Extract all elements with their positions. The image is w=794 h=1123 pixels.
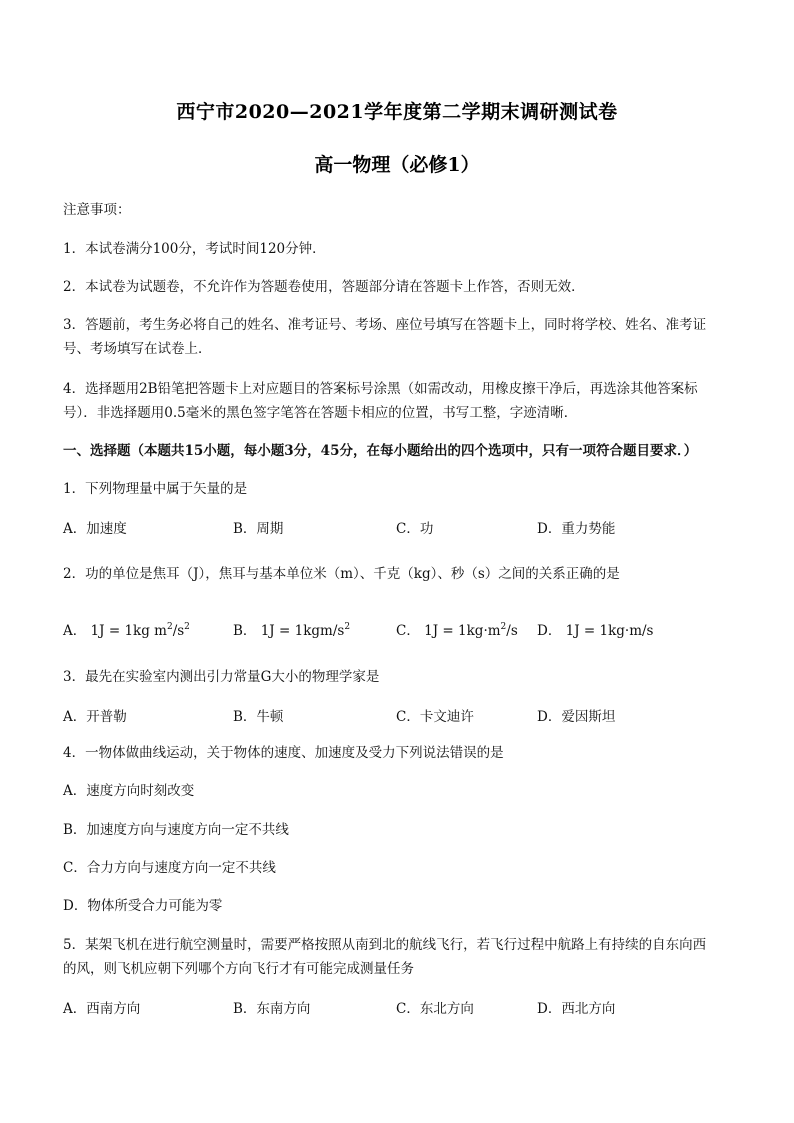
- formula-part: /s: [172, 623, 185, 639]
- formula-part: 1J = 1kgm/s: [260, 623, 345, 639]
- option-d: D．物体所受合力可能为零: [63, 898, 223, 914]
- option-a: A．加速度: [63, 521, 127, 537]
- formula-exponent: 2: [344, 622, 351, 632]
- option-b: B．加速度方向与速度方向一定不共线: [63, 822, 289, 838]
- section-heading: 一、选择题（本题共15小题，每小题3分，45分，在每小题给出的四个选项中，只有一项符合题目要求．）: [63, 443, 698, 459]
- formula-part: /s: [506, 623, 518, 639]
- question-stem: 3．最先在实验室内测出引力常量G大小的物理学家是: [63, 669, 380, 685]
- option-c: C．东北方向: [396, 1001, 474, 1017]
- formula-exponent: 2: [166, 622, 173, 632]
- question-stem: 5．某架飞机在进行航空测量时，需要严格按照从南到北的航线飞行，若飞行过程中航路上有持续的自东向西: [63, 937, 707, 953]
- formula-exponent: 2: [184, 622, 190, 632]
- note-item: 1．本试卷满分100分，考试时间120分钟．: [63, 241, 326, 257]
- option-label: C．: [396, 623, 420, 639]
- option-b: [233, 619, 350, 639]
- formula-part: 1J = 1kg·m: [424, 623, 501, 639]
- option-a: A．开普勒: [63, 709, 127, 725]
- question-stem-continued: 的风，则飞机应朝下列哪个方向飞行才有可能完成测量任务: [63, 961, 414, 977]
- page-title: 西宁市2020—2021学年度第二学期末调研测试卷: [176, 101, 618, 123]
- formula-part: 1J = 1kg m: [90, 623, 167, 639]
- option-a: A．西南方向: [63, 1001, 141, 1017]
- notes-heading: 注意事项：: [63, 202, 131, 218]
- option-label: A．: [63, 623, 87, 639]
- option-d: D．重力势能: [537, 521, 616, 537]
- note-item-continued: 号、考场填写在试卷上．: [63, 341, 212, 357]
- page-subtitle: 高一物理（必修1）: [314, 154, 480, 176]
- option-c: C．合力方向与速度方向一定不共线: [63, 860, 276, 876]
- option-a: A．速度方向时刻改变: [63, 783, 195, 799]
- question-stem: 2．功的单位是焦耳（J），焦耳与基本单位米（m）、千克（kg）、秒（s）之间的关系正确的是: [63, 566, 620, 582]
- option-b: B．东南方向: [233, 1001, 311, 1017]
- option-d: D．爱因斯坦: [537, 709, 616, 725]
- note-item-continued: 号）．非选择题用0.5毫米的黑色签字笔答在答题卡相应的位置，书写工整，字迹清晰．: [63, 405, 578, 421]
- formula-exponent: 2: [500, 622, 507, 632]
- note-item: 3．答题前，考生务必将自己的姓名、准考证号、考场、座位号填写在答题卡上，同时将学校、姓名、准考证: [63, 317, 707, 333]
- option-c: [396, 619, 518, 639]
- option-a: [63, 619, 190, 639]
- option-label: B．: [233, 623, 257, 639]
- question-stem: 4．一物体做曲线运动，关于物体的速度、加速度及受力下列说法错误的是: [63, 745, 504, 761]
- option-c: C．卡文迪许: [396, 709, 474, 725]
- note-item: 4．选择题用2B铅笔把答题卡上对应题目的答案标号涂黑（如需改动，用橡皮擦干净后，再选涂其他答案标: [63, 381, 698, 397]
- option-b: B．周期: [233, 521, 284, 537]
- note-item: 2．本试卷为试题卷，不允许作为答题卷使用，答题部分请在答题卡上作答，否则无效．: [63, 279, 585, 295]
- question-stem: 1．下列物理量中属于矢量的是: [63, 481, 248, 497]
- option-b: B．牛顿: [233, 709, 284, 725]
- option-c: C．功: [396, 521, 434, 537]
- option-d: D．西北方向: [537, 1001, 616, 1017]
- option-d: D． 1J = 1kg·m/s: [537, 623, 654, 639]
